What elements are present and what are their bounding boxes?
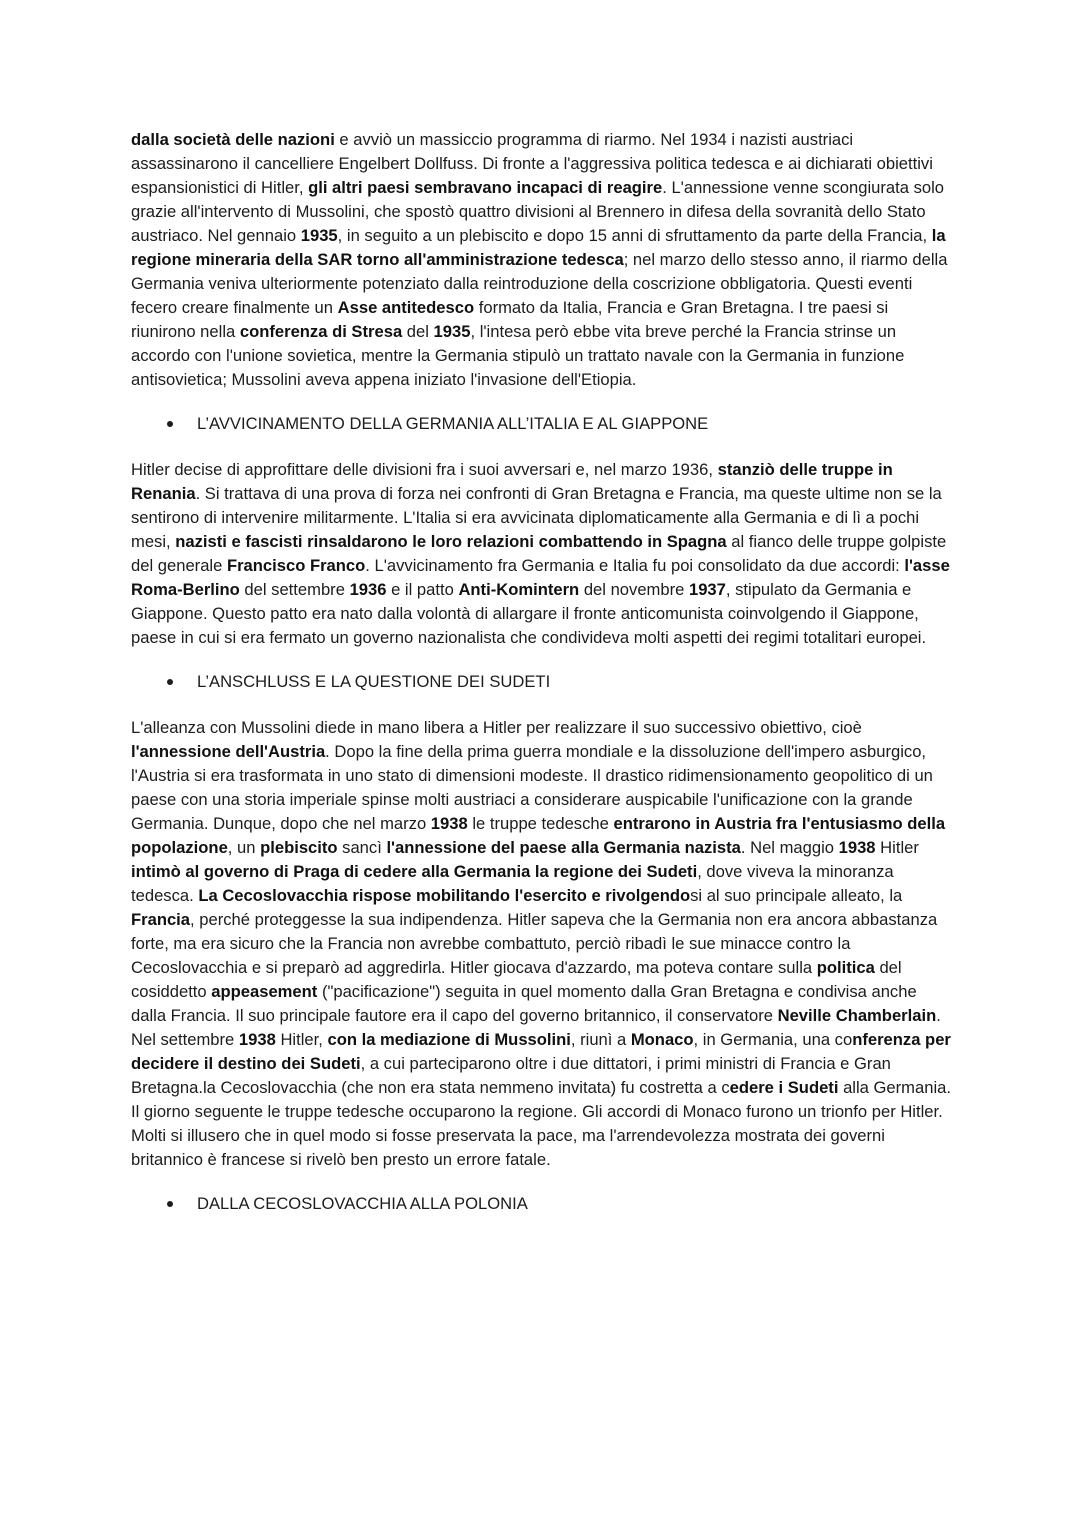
bold-text: plebiscito (260, 838, 338, 857)
bold-text: 1938 (238, 1030, 276, 1049)
bold-text: nferenza per decidere il destino dei Sudeti (131, 1030, 951, 1073)
body-text: ("pacificazione") seguita in quel momento dalla Gran Bretagna e condivisa anche dalla Francia. Il suo principale fautore era il capo del governo britannico, il conservatore (131, 982, 917, 1025)
bold-text: Neville Chamberlain (777, 1006, 937, 1025)
bold-text: Asse antitedesco (337, 298, 475, 317)
bold-text: nazisti e fascisti rinsaldarono le loro relazioni combattendo in Spagna (175, 532, 727, 551)
bold-text: 1935 (433, 322, 471, 341)
body-text: del settembre (239, 580, 350, 599)
bold-text: Anti-Komintern (458, 580, 580, 599)
bold-text: 1937 (688, 580, 726, 599)
bold-text: appeasement (211, 982, 318, 1001)
bold-text: dalla società delle nazioni (131, 130, 335, 149)
bold-text: Francia (131, 910, 191, 929)
bold-text: entrarono in Austria fra l'entusiasmo della popolazione (131, 814, 946, 857)
section-heading-anschluss (131, 670, 953, 694)
bold-text: l'annessione dell'Austria (131, 742, 326, 761)
bold-text: 1935 (300, 226, 338, 245)
body-text: . Dopo la fine della prima guerra mondiale e la dissoluzione dell'impero asburgico, l'Austria si era trasformata in uno stato di dimensioni modeste. Il drastico ridimensionamento geopolitico di un paese con una storia imperiale spinse molti austriaci a considerare auspicabile l'unificazione con la grande Germania. Dunque, dopo che nel marzo (131, 742, 933, 833)
body-text: Hitler (875, 838, 919, 857)
bold-text: l'asse Roma-Berlino (131, 556, 950, 599)
body-text: Hitler, (275, 1030, 328, 1049)
section-heading-poland (131, 1192, 953, 1216)
bold-text: politica (816, 958, 875, 977)
body-text: , a cui parteciparono oltre i due dittatori, i primi ministri di Francia e Gran Bretagna.la Cecoslovacchia (che non era stata nemmeno invitata) fu costretta a c (131, 1054, 891, 1097)
body-text: del cosiddetto (131, 958, 902, 1001)
body-text: e avviò un massiccio programma di riarmo. Nel 1934 i nazisti austriaci assassinarono il cancelliere Engelbert Dollfuss. Di fronte a l'aggressiva politica tedesca e ai dichiarati obiettivi espansionistici di Hitler, (131, 130, 933, 197)
bold-text: stanziò delle truppe in Renania (131, 460, 893, 503)
body-text: del (402, 322, 434, 341)
bold-text: gli altri paesi sembravano incapaci di reagire (308, 178, 663, 197)
bold-text: la regione mineraria della SAR torno all'amministrazione tedesca (131, 226, 946, 269)
body-text: , perché proteggesse la sua indipendenza. Hitler sapeva che la Germania non era ancora abbastanza forte, ma era sicuro che la Francia non avrebbe combattuto, perciò ribadì le sue minacce contro la Cecoslovacchia e si preparò ad aggredirla. Hitler giocava d'azzardo, ma poteva contare sulla (131, 910, 938, 977)
body-text: . Nel settembre (131, 1006, 941, 1049)
body-text: e il patto (386, 580, 459, 599)
body-text: , in Germania, una co (693, 1030, 853, 1049)
bold-text: conferenza di Stresa (239, 322, 403, 341)
body-text: L'alleanza con Mussolini diede in mano libera a Hitler per realizzare il suo successivo obiettivo, cioè (131, 718, 862, 737)
paragraph-stresa (131, 128, 953, 392)
body-text: . L'annessione venne scongiurata solo grazie all'intervento di Mussolini, che spostò quattro divisioni al Brennero in difesa della sovranità dello Stato austriaco. Nel gennaio (131, 178, 945, 245)
body-text: si al suo principale alleato, la (690, 886, 903, 905)
body-text: del novembre (579, 580, 689, 599)
section-heading-label: L’ANSCHLUSS E LA QUESTIONE DEI SUDETI (197, 672, 551, 691)
bold-text: La Cecoslovacchia rispose mobilitando l'esercito e rivolgendo (198, 886, 691, 905)
body-text: . Nel maggio (740, 838, 839, 857)
paragraph-rhineland (131, 458, 953, 650)
body-text: , stipulato da Germania e Giappone. Questo patto era nato dalla volontà di allargare il fronte anticomunista coinvolgendo il Giappone, paese in cui si era fermato un governo nazionalista che condivideva molti aspetti dei regimi totalitari europei. (131, 580, 927, 647)
body-text: . Si trattava di una prova di forza nei confronti di Gran Bretagna e Francia, ma queste ultime non se la sentirono di intervenire militarmente. L'Italia si era avvicinata diplomaticamente alla Germania e di lì a pochi mesi, (131, 484, 942, 551)
document-page (131, 128, 953, 1238)
paragraph-anschluss (131, 716, 953, 1172)
body-text: , l'intesa però ebbe vita breve perché la Francia strinse un accordo con l'unione sovietica, mentre la Germania stipulò un trattato navale con la Germania in funzione antisovietica; Mussolini aveva appena iniziato l'invasione dell'Etiopia. (131, 322, 905, 389)
bold-text: Monaco (630, 1030, 694, 1049)
body-text: , riunì a (570, 1030, 631, 1049)
body-text: sancì (337, 838, 387, 857)
bullet-icon (167, 679, 173, 685)
body-text: alla Germania. Il giorno seguente le truppe tedesche occuparono la regione. Gli accordi di Monaco furono un trionfo per Hitler. Molti si illusero che in quel modo si fosse preservata la pace, ma l'arrendevolezza mostrata dei governi britannico è francese si rivelò ben presto un errore fatale. (131, 1078, 951, 1169)
bold-text: l'annessione del paese alla Germania nazista (386, 838, 741, 857)
body-text: . L'avvicinamento fra Germania e Italia fu poi consolidato da due accordi: (365, 556, 905, 575)
body-text: al fianco delle truppe golpiste del generale (131, 532, 947, 575)
body-text: , dove viveva la minoranza tedesca. (131, 862, 894, 905)
bold-text: intimò al governo di Praga di cedere alla Germania la regione dei Sudeti (131, 862, 698, 881)
bold-text: 1938 (430, 814, 468, 833)
body-text: , in seguito a un plebiscito e dopo 15 anni di sfruttamento da parte della Francia, (337, 226, 932, 245)
bold-text: 1938 (838, 838, 876, 857)
section-heading-germany-italy-japan (131, 412, 953, 436)
bold-text: con la mediazione di Mussolini (327, 1030, 571, 1049)
bold-text: 1936 (349, 580, 387, 599)
body-text: formato da Italia, Francia e Gran Bretagna. I tre paesi si riunirono nella (131, 298, 889, 341)
body-text: le truppe tedesche (467, 814, 614, 833)
section-heading-label: L’AVVICINAMENTO DELLA GERMANIA ALL’ITALIA E AL GIAPPONE (197, 414, 709, 433)
section-heading-label: DALLA CECOSLOVACCHIA ALLA POLONIA (197, 1194, 528, 1213)
bold-text: Francisco Franco (226, 556, 366, 575)
body-text: ; nel marzo dello stesso anno, il riarmo della Germania veniva ulteriormente potenziato dalla reintroduzione della coscrizione obbligatoria. Questi eventi fecero creare finalmente un (131, 250, 948, 317)
bullet-icon (167, 1201, 173, 1207)
body-text: , un (227, 838, 261, 857)
bullet-icon (167, 421, 173, 427)
bold-text: edere i Sudeti (729, 1078, 839, 1097)
body-text: Hitler decise di approfittare delle divisioni fra i suoi avversari e, nel marzo 1936, (131, 460, 718, 479)
